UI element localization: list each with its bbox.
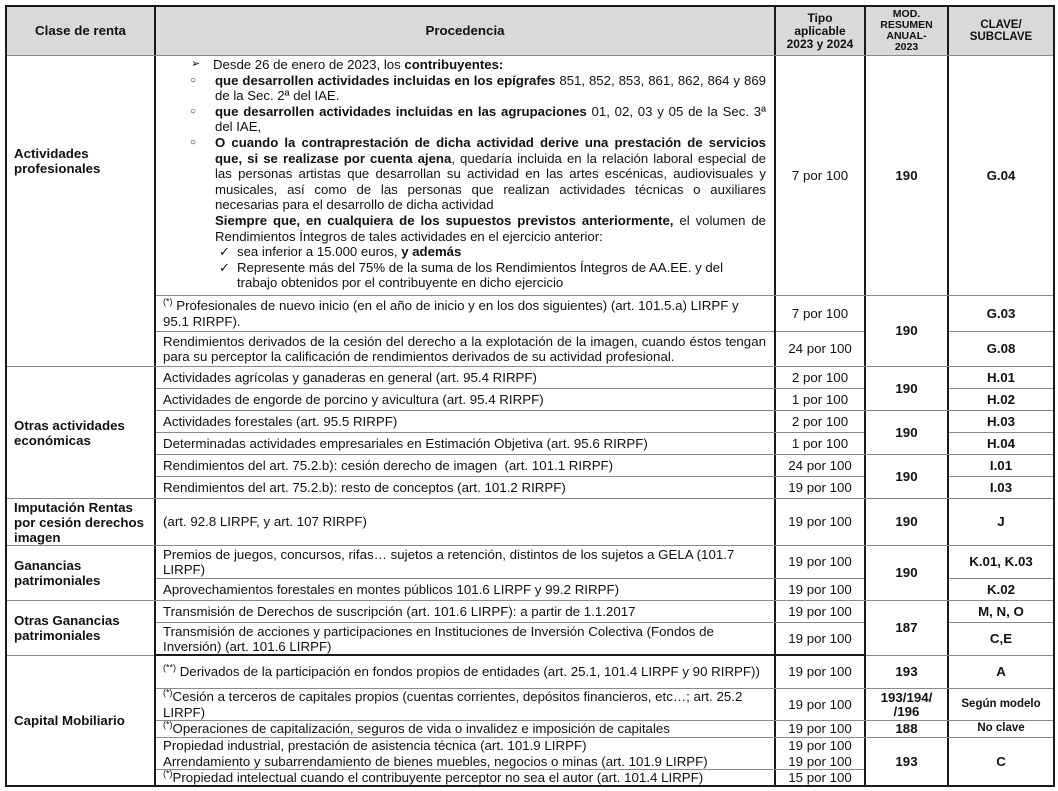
tipo-value: 7 por 100 xyxy=(791,167,849,183)
modelo-cell-g03-g08 xyxy=(866,296,947,366)
footnote-marker: (*) xyxy=(163,296,173,307)
table-row xyxy=(156,623,774,655)
circle-bullet-icon: ○ xyxy=(190,74,197,86)
tipo-value: 24 por 100 xyxy=(788,457,852,473)
tipo-value: 19 por 100 xyxy=(788,581,852,597)
bullet-item-agrupaciones xyxy=(163,104,766,135)
table-row xyxy=(156,579,774,600)
clave-cell xyxy=(949,601,1053,622)
tipo-cell xyxy=(776,433,864,454)
row-text: Actividades forestales (art. 95.5 RIRPF) xyxy=(163,413,398,429)
row-text: Actividades agrícolas y ganaderas en general (art. 95.4 RIRPF) xyxy=(163,369,537,385)
tipo-value: 1 por 100 xyxy=(791,391,849,407)
clave-value: H.04 xyxy=(986,435,1016,451)
clave-cell xyxy=(949,367,1053,388)
clave-value: I.03 xyxy=(989,479,1013,495)
tipo-value: 19 por 100 xyxy=(788,696,852,712)
modelo-value: 188 xyxy=(895,721,918,737)
row-text: Aprovechamientos forestales en montes públicos 101.6 LIRPF y 99.2 RIRPF) xyxy=(163,581,620,597)
table-row xyxy=(156,546,774,578)
tipo-value: 7 por 100 xyxy=(791,305,849,321)
footnote-marker: (*) xyxy=(163,768,173,779)
footnote-marker: (*) xyxy=(163,719,173,730)
check-item-15000 xyxy=(163,244,766,260)
tipo-cell xyxy=(776,477,864,498)
row-text: Rendimientos del art. 75.2.b): resto de conceptos (art. 101.2 RIRPF) xyxy=(163,479,566,495)
tipo-cell xyxy=(776,689,864,720)
row-text: Propiedad industrial, prestación de asistencia técnica (art. 101.9 LIRPF) xyxy=(163,738,587,753)
header-clave-line: SUBCLAVE xyxy=(969,31,1033,43)
tipo-cell xyxy=(776,738,864,769)
intro-text: Desde 26 de enero de 2023, los xyxy=(213,57,405,72)
modelo-value: 190 xyxy=(895,565,918,581)
intro-line xyxy=(163,57,766,73)
modelo-cell-no-clave xyxy=(866,721,947,737)
tipo-value: 24 por 100 xyxy=(788,341,852,357)
footnote-marker: (**) xyxy=(163,662,176,673)
row-text: Cesión a terceros de capitales propios (cuentas corrientes, depósitos financieros, etc…; art. 25.2 LIRPF) xyxy=(163,689,743,720)
row-text: Transmisión de acciones y participaciones en Instituciones de Inversión Colectiva (Fondos de Inversión) (art. 101.6 LIRPF) xyxy=(163,623,714,654)
item2-rest: 01, 02, 03 y 05 de la Sec. 3ª del IAE, xyxy=(215,103,766,135)
table-row xyxy=(156,411,774,432)
modelo-cell-a xyxy=(866,656,947,688)
row-text: (art. 92.8 LIRPF, y art. 107 RIRPF) xyxy=(163,514,367,530)
modelo-value: 190 xyxy=(895,468,918,484)
tipo-value: 19 por 100 xyxy=(788,479,852,495)
clave-value: M, N, O xyxy=(978,603,1024,619)
tipo-value: 19 por 100 xyxy=(788,514,852,530)
modelo-value-line: /196 xyxy=(893,703,920,719)
table-row xyxy=(156,367,774,388)
condition-paragraph xyxy=(163,213,766,244)
table-row xyxy=(156,721,774,737)
modelo-cell-h01-h02 xyxy=(866,367,947,410)
modelo-value: 193 xyxy=(895,753,918,769)
row-text: Actividades de engorde de porcino y avicultura (art. 95.4 RIRPF) xyxy=(163,391,544,407)
modelo-cell-mno-ce xyxy=(866,601,947,655)
big-row-tipo xyxy=(776,56,864,295)
clave-value: C,E xyxy=(989,631,1013,647)
clave-value: H.03 xyxy=(986,413,1016,429)
table-row xyxy=(156,296,774,331)
cond-bold: Siempre que, en cualquiera de los supuestos previstos anteriormente, xyxy=(215,212,674,228)
group-otras-actividades xyxy=(7,367,154,499)
row-text: Determinadas actividades empresariales en Estimación Objetiva (art. 95.6 RIRPF) xyxy=(163,435,648,451)
header-procedencia-label: Procedencia xyxy=(425,23,505,39)
item1-rest: 851, 852, 853, 861, 862, 864 y 869 de la Sec. 2ª del IAE. xyxy=(215,72,766,104)
table-row xyxy=(156,689,774,720)
circle-bullet-icon: ○ xyxy=(190,105,197,117)
clave-cell xyxy=(949,721,1053,737)
tipo-cell xyxy=(776,389,864,410)
header-modelo-line: 2023 xyxy=(894,41,919,53)
big-row-procedencia xyxy=(156,56,774,295)
tipo-cell xyxy=(776,623,864,655)
tipo-value: 19 por 100 xyxy=(788,753,852,769)
table-row xyxy=(156,332,774,366)
tipo-cell xyxy=(776,455,864,476)
modelo-value: 190 xyxy=(895,514,918,530)
group-label: Imputación Rentas por cesión derechos imagen xyxy=(14,499,145,545)
clave-value: G.04 xyxy=(986,167,1016,183)
group-label: Otras actividades económicas xyxy=(14,417,125,448)
tipo-value: 19 por 100 xyxy=(788,554,852,570)
clave-cell xyxy=(949,433,1053,454)
big-row-clave xyxy=(949,56,1053,295)
table-row xyxy=(156,455,774,476)
tipo-cell xyxy=(776,579,864,600)
group-ganancias xyxy=(7,546,154,600)
modelo-cell-c xyxy=(866,738,947,785)
tipo-cell xyxy=(776,656,864,688)
group-label: Capital Mobiliario xyxy=(14,712,125,728)
modelo-cell-i01-i03 xyxy=(866,455,947,498)
big-row-modelo xyxy=(866,56,947,295)
row-text: Derivados de la participación en fondos propios de entidades (art. 25.1, 101.4 LIRPF y 90 RIRPF)) xyxy=(176,664,760,680)
tipo-cell xyxy=(776,770,864,785)
table-row xyxy=(156,477,774,498)
tipo-cell xyxy=(776,601,864,622)
group-imputacion xyxy=(7,499,154,545)
row-text: Operaciones de capitalización, seguros de vida o invalidez e imposición de capitales xyxy=(172,721,670,737)
tipo-cell xyxy=(776,411,864,432)
clave-cell xyxy=(949,738,1053,785)
clave-cell xyxy=(949,689,1053,720)
clave-cell xyxy=(949,623,1053,655)
clave-cell xyxy=(949,579,1053,600)
row-text: Premios de juegos, concursos, rifas… sujetos a retención, distintos de los sujetos a GELA (101.7 LIRPF) xyxy=(163,546,735,577)
header-procedencia xyxy=(156,7,774,55)
clave-value: No clave xyxy=(977,722,1025,735)
checkmark-icon: ✓ xyxy=(219,259,231,275)
table-row xyxy=(156,738,774,769)
arrow-bullet-icon: ➢ xyxy=(191,58,201,70)
clave-value: G.03 xyxy=(986,305,1016,321)
modelo-value: 190 xyxy=(895,167,918,183)
header-tipo-line: 2023 y 2024 xyxy=(786,36,854,51)
header-modelo-line: ANUAL- xyxy=(886,30,927,42)
tipo-cell xyxy=(776,367,864,388)
row-text-2: Arrendamiento y subarrendamiento de bienes muebles, negocios o minas (art. 101.9 LIRPF) xyxy=(163,753,708,769)
bullet-item-epigrafes xyxy=(163,73,766,104)
intro-bold: contribuyentes: xyxy=(404,57,504,72)
clave-cell xyxy=(949,546,1053,578)
group-actividades-profesionales xyxy=(7,56,154,266)
group-label: Actividades profesionales xyxy=(14,145,101,176)
clave-cell xyxy=(949,332,1053,366)
tipo-value: 1 por 100 xyxy=(791,435,849,451)
item2-bold: que desarrollen actividades incluidas en las agrupaciones xyxy=(215,103,587,119)
modelo-cell-segun xyxy=(866,689,947,720)
clave-value: J xyxy=(997,514,1005,530)
clave-cell xyxy=(949,389,1053,410)
table-row xyxy=(156,499,774,545)
clave-cell xyxy=(949,296,1053,331)
clave-cell xyxy=(949,656,1053,688)
clave-value: I.01 xyxy=(989,457,1013,473)
tipo-value: 19 por 100 xyxy=(788,664,852,680)
cond-rest: el volumen de Rendimientos Íntegros de tales actividades en el ejercicio anterior: xyxy=(215,212,766,244)
check1-bold: y además xyxy=(401,244,462,260)
table-row xyxy=(156,656,774,688)
circle-bullet-icon: ○ xyxy=(190,136,197,148)
modelo-value: 193 xyxy=(895,664,918,680)
clave-value: K.01, K.03 xyxy=(969,554,1033,570)
row-text: Rendimientos derivados de la cesión del derecho a la explotación de la imagen, cuando éstos tengan para su perceptor la calificación de rendimientos derivados de su actividad profesional. xyxy=(163,333,766,364)
bullet-item-contraprestacion xyxy=(163,135,766,213)
header-tipo-line: aplicable xyxy=(794,23,846,38)
check-item-75 xyxy=(163,260,766,291)
header-modelo xyxy=(866,7,947,55)
item3-rest: , quedaría incluida en la relación laboral especial de las personas artistas que desarrollan su actividad en las artes escénicas, audiovisuales y musicales, así como de las personas que realizan actividades técnicas o auxiliares necesarias para el desarrollo de dicha actividad xyxy=(215,150,766,213)
tipo-cell xyxy=(776,296,864,331)
group-label: Otras Ganancias patrimoniales xyxy=(14,612,120,643)
row-text: Transmisión de Derechos de suscripción (art. 101.6 LIRPF): a partir de 1.1.2017 xyxy=(163,603,636,619)
tipo-value: 19 por 100 xyxy=(788,721,852,737)
modelo-cell-j xyxy=(866,499,947,545)
group-capital-mobiliario xyxy=(7,656,154,785)
check1-text: sea inferior a 15.000 euros, xyxy=(237,244,402,260)
checkmark-icon: ✓ xyxy=(219,244,231,260)
modelo-value: 190 xyxy=(895,323,918,339)
retention-table xyxy=(5,5,1055,787)
modelo-value-line: 193/194/ xyxy=(880,689,933,705)
group-label: Ganancias patrimoniales xyxy=(14,557,101,588)
clave-cell xyxy=(949,477,1053,498)
tipo-value: 19 por 100 xyxy=(788,738,852,753)
header-modelo-line: MOD. xyxy=(892,8,921,20)
row-text: Profesionales de nuevo inicio (en el año de inicio y en los dos siguientes) (art. 101.5.a) LIRPF y 95.1 RIRPF). xyxy=(163,298,739,329)
tipo-cell xyxy=(776,546,864,578)
tipo-value: 15 por 100 xyxy=(788,769,852,785)
tipo-value: 19 por 100 xyxy=(788,603,852,619)
header-clave-line: CLAVE/ xyxy=(980,18,1022,31)
clave-value: H.02 xyxy=(986,391,1016,407)
table-row xyxy=(156,601,774,622)
clave-value: Según modelo xyxy=(961,697,1041,710)
tipo-cell xyxy=(776,721,864,737)
tipo-value: 19 por 100 xyxy=(788,631,852,647)
clave-value: C xyxy=(996,753,1006,769)
tipo-value: 2 por 100 xyxy=(791,369,849,385)
header-tipo xyxy=(776,7,864,55)
tipo-cell xyxy=(776,499,864,545)
table-row xyxy=(156,433,774,454)
item3-bold: O cuando la contraprestación de dicha actividad derive una prestación de servicios que, si se realizase por cuenta ajena xyxy=(215,134,766,166)
clave-value: G.08 xyxy=(986,341,1016,357)
clave-value: H.01 xyxy=(986,369,1016,385)
footnote-marker: (*) xyxy=(163,687,173,698)
tipo-value: 2 por 100 xyxy=(791,413,849,429)
clave-cell xyxy=(949,499,1053,545)
header-clase xyxy=(7,7,154,55)
group-otras-ganancias xyxy=(7,601,154,655)
row-text: Rendimientos del art. 75.2.b): cesión derecho de imagen (art. 101.1 RIRPF) xyxy=(163,457,614,473)
row-text: Propiedad intelectual cuando el contribuyente perceptor no sea el autor (art. 101.4 LIRPF) xyxy=(172,769,704,785)
item1-bold: que desarrollen actividades incluidas en los epígrafes xyxy=(215,72,556,88)
modelo-value: 190 xyxy=(895,424,918,440)
header-modelo-line: RESUMEN xyxy=(880,19,933,31)
modelo-value: 187 xyxy=(895,620,918,636)
clave-value: A xyxy=(996,664,1006,680)
modelo-value: 190 xyxy=(895,380,918,396)
check2-text: Represente más del 75% de la suma de los Rendimientos Íntegros de AA.EE. y del trabajo obtenidos por el contribuyente en dicho ejercicio xyxy=(237,259,724,291)
modelo-cell-h03-h04 xyxy=(866,411,947,454)
table-row xyxy=(156,770,774,785)
header-tipo-line: Tipo xyxy=(807,10,833,25)
header-clave xyxy=(949,7,1053,55)
clave-cell xyxy=(949,411,1053,432)
header-clase-label: Clase de renta xyxy=(35,23,126,39)
tipo-cell xyxy=(776,332,864,366)
clave-cell xyxy=(949,455,1053,476)
modelo-cell-k xyxy=(866,546,947,600)
clave-value: K.02 xyxy=(986,581,1016,597)
table-row xyxy=(156,389,774,410)
